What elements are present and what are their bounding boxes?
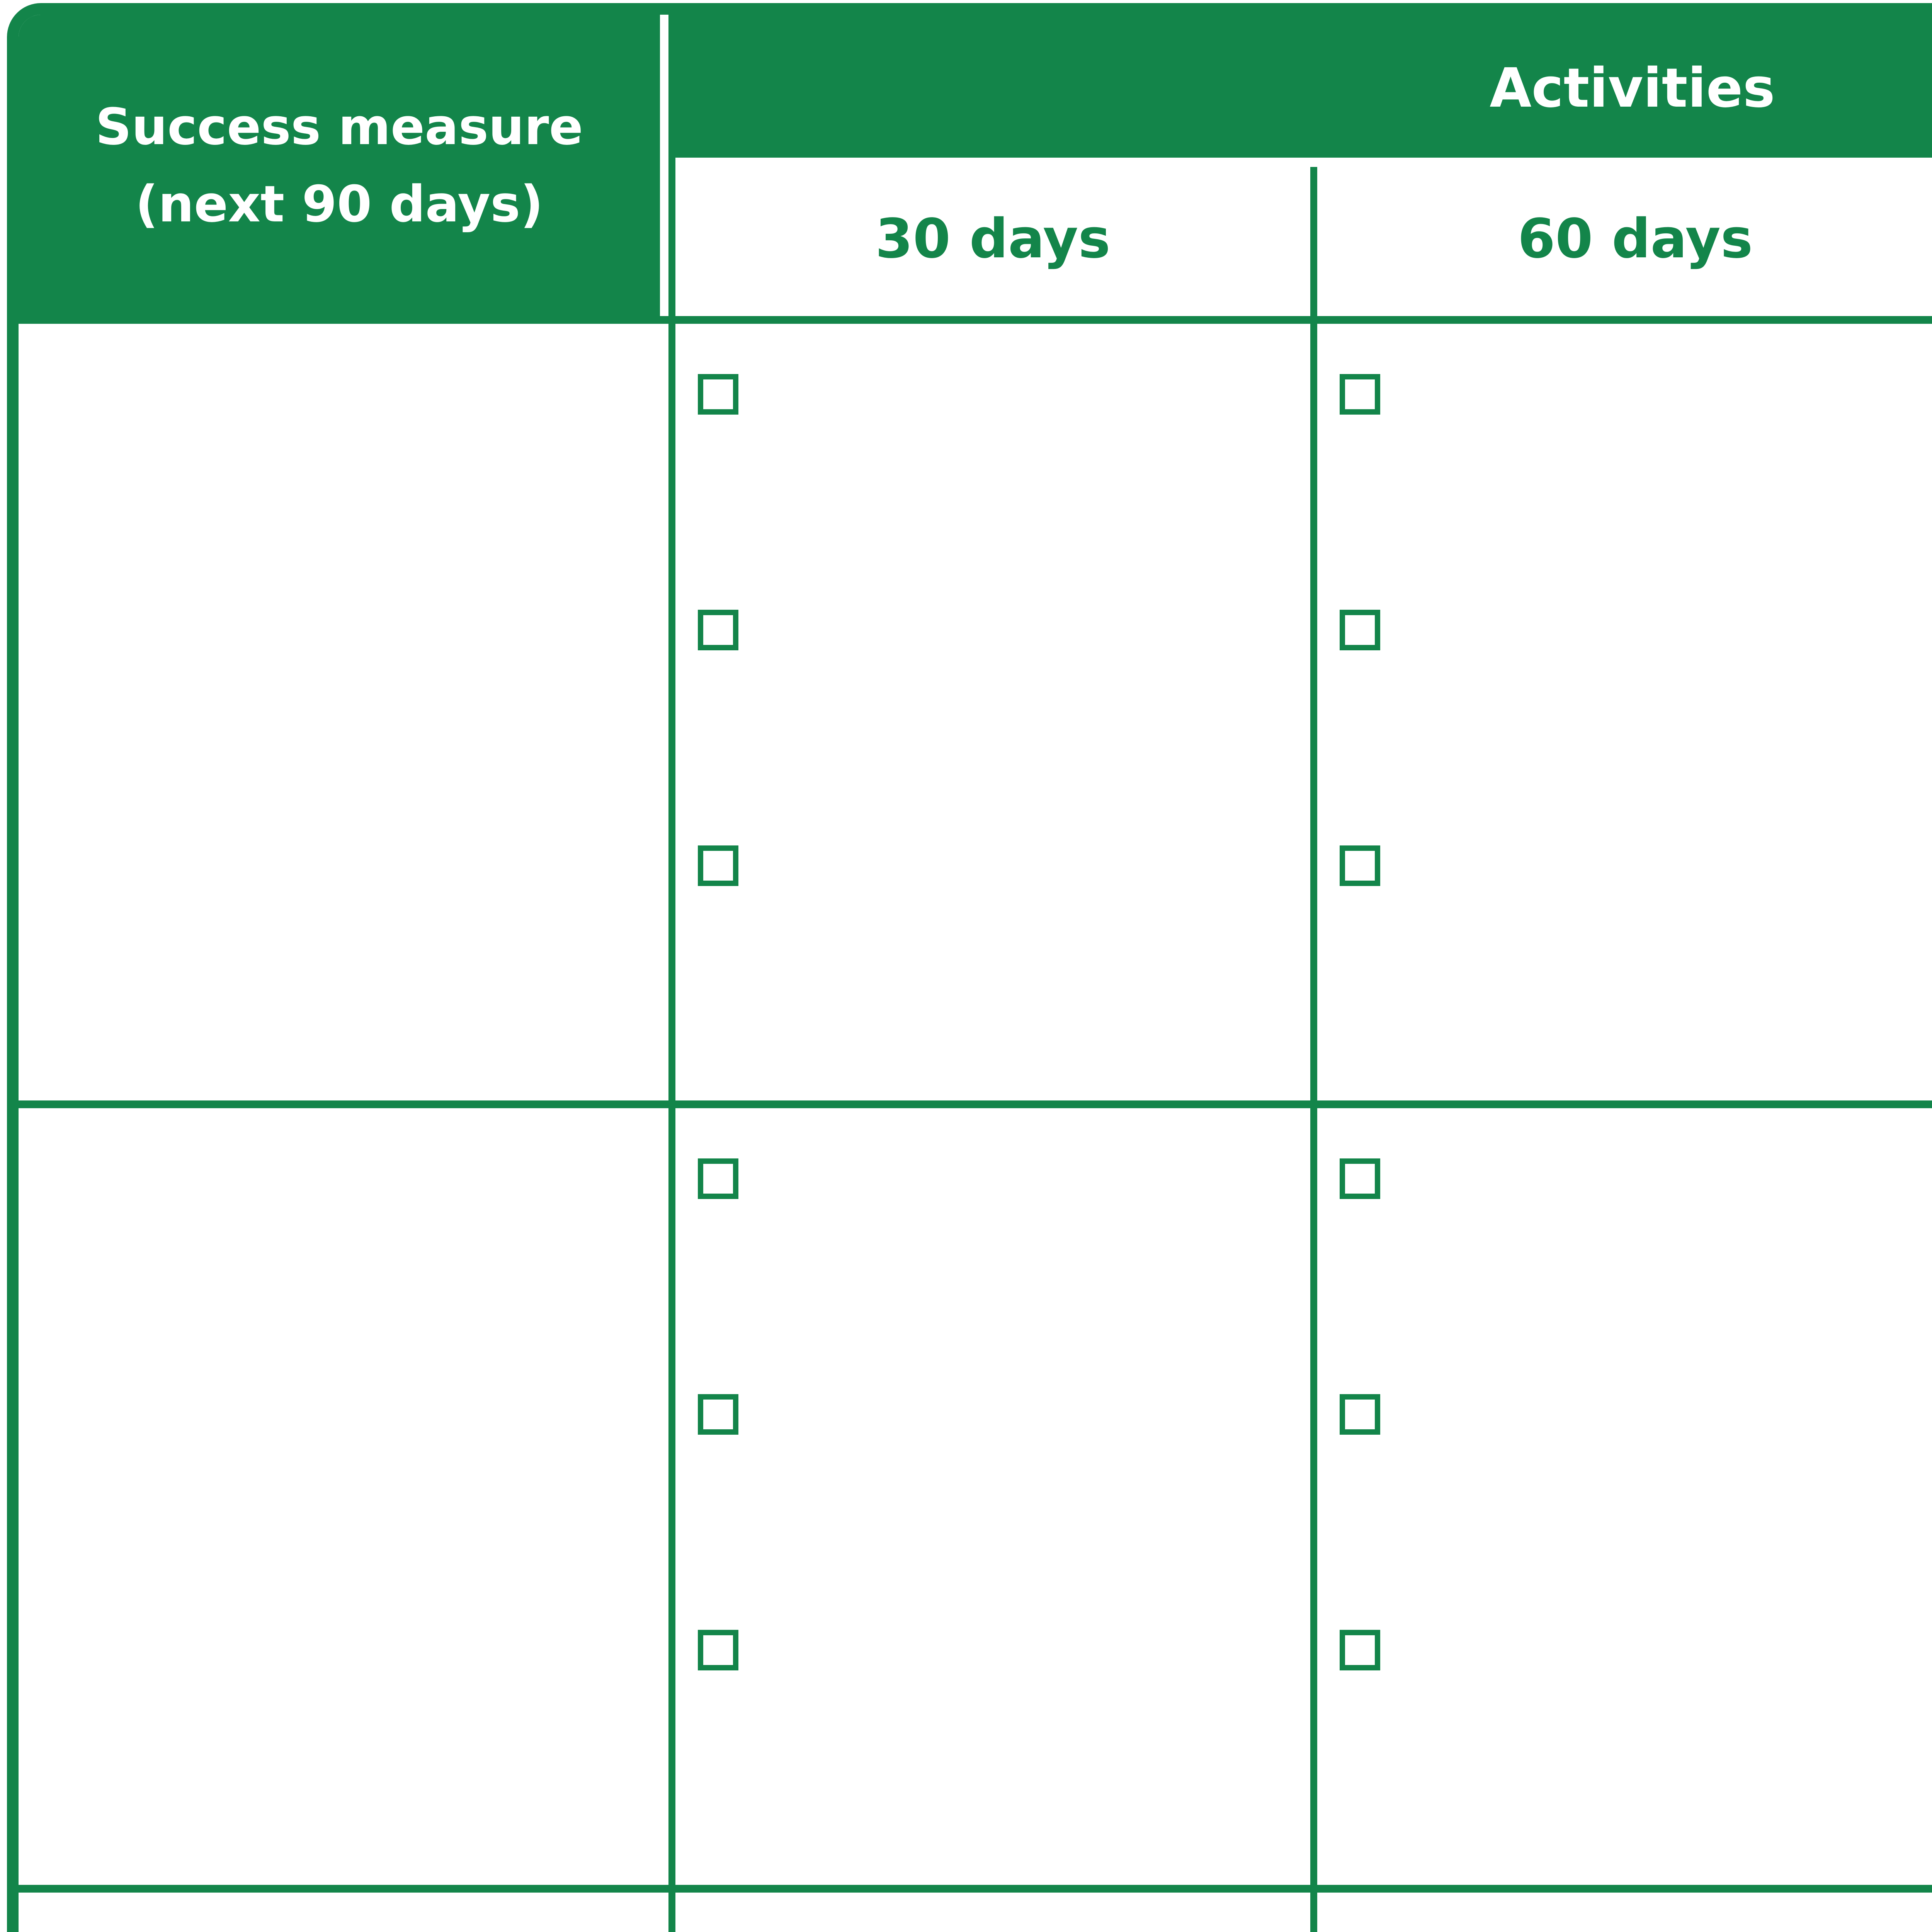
success-measure-cell[interactable] xyxy=(19,1893,668,1932)
checkbox[interactable] xyxy=(698,1394,738,1435)
activity-cell-30-days xyxy=(675,1893,1310,1932)
success-measure-header-line2: (next 90 days) xyxy=(135,175,543,233)
activity-cell-30-days xyxy=(675,324,1310,1100)
checkbox[interactable] xyxy=(698,1158,738,1199)
period-header-30: 30 days xyxy=(875,207,1111,270)
header-gap xyxy=(675,158,1932,167)
checkbox[interactable] xyxy=(698,845,738,886)
checkbox[interactable] xyxy=(698,1630,738,1670)
success-measure-header xyxy=(19,15,660,316)
activity-cell-30-days xyxy=(675,1108,1310,1885)
checkbox[interactable] xyxy=(1340,1394,1380,1435)
success-measure-cell[interactable] xyxy=(19,324,668,1100)
row-divider xyxy=(19,1100,1932,1108)
checkbox[interactable] xyxy=(1340,610,1380,650)
activity-cell-60-days xyxy=(1317,1893,1932,1932)
planner-table xyxy=(7,3,1932,1932)
checkbox[interactable] xyxy=(1340,374,1380,415)
success-measure-cell[interactable] xyxy=(19,1108,668,1885)
row-divider xyxy=(19,1885,1932,1893)
success-measure-header-line1: Success measure xyxy=(95,97,583,156)
activities-header: Activities xyxy=(675,15,1932,162)
period-header-60: 60 days xyxy=(1517,207,1753,270)
checkbox[interactable] xyxy=(698,610,738,650)
activity-cell-60-days xyxy=(1317,1108,1932,1885)
checkbox[interactable] xyxy=(1340,1158,1380,1199)
column-divider xyxy=(1310,162,1317,1932)
checkbox[interactable] xyxy=(1340,845,1380,886)
row-divider xyxy=(19,316,1932,324)
checkbox[interactable] xyxy=(1340,1630,1380,1670)
column-divider xyxy=(668,15,675,1932)
checkbox[interactable] xyxy=(698,374,738,415)
activity-cell-60-days xyxy=(1317,324,1932,1100)
